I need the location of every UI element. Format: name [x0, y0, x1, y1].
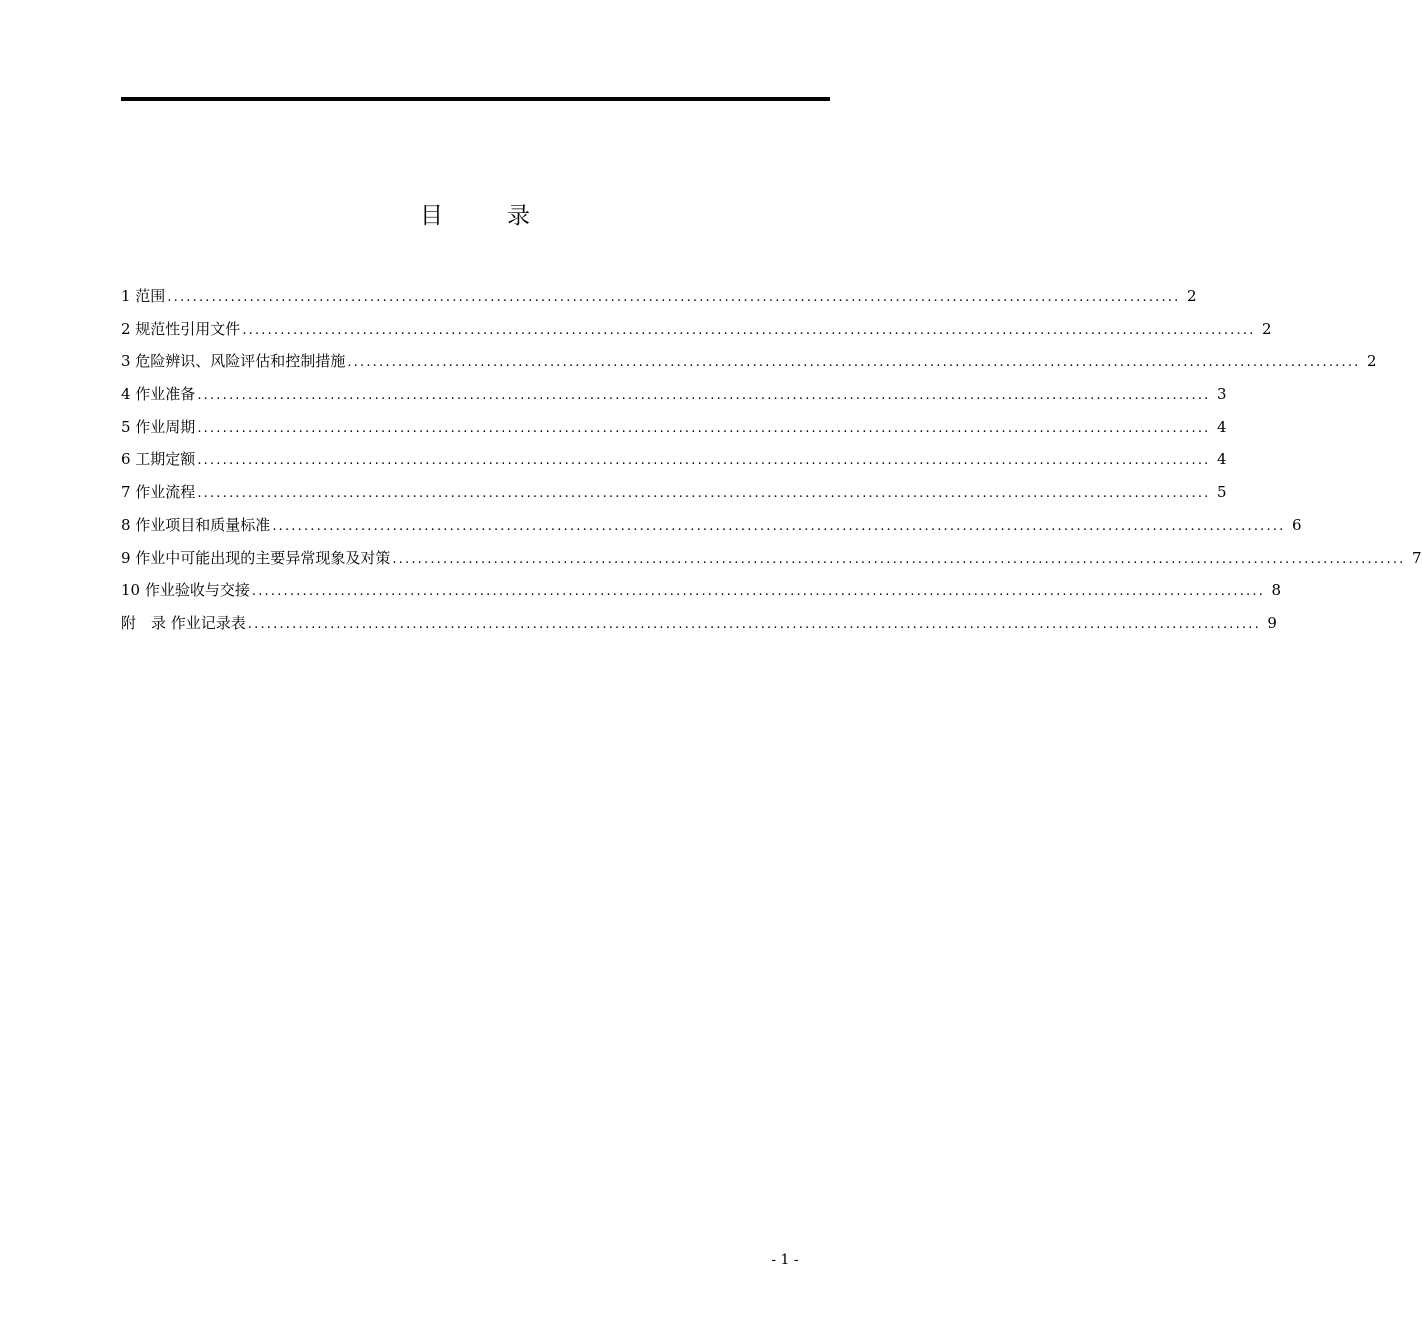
toc-entry-label: 5 作业周期 [121, 417, 196, 436]
toc-leader-dots: ................................................................................................................................................................ [197, 453, 1211, 469]
toc-entry[interactable] [121, 381, 1227, 414]
toc-entry-page: 2 [1261, 319, 1272, 338]
toc-entry-label: 3 危险辨识、风险评估和控制措施 [121, 352, 346, 371]
toc-entry-page: 4 [1216, 417, 1227, 436]
toc-entry-page: 5 [1216, 483, 1227, 502]
toc-leader-dots: ................................................................................................................................................................ [167, 290, 1181, 305]
toc-entry[interactable] [121, 577, 1282, 610]
toc-entry-label: 10 作业验收与交接 [121, 581, 250, 600]
toc-leader-dots: ................................................................................................................................................................ [197, 388, 1211, 404]
toc-leader-dots: ................................................................................................................................................................ [242, 322, 1256, 338]
toc-entry-label: 1 范围 [121, 287, 166, 305]
toc-leader-dots: ................................................................................................................................................................ [197, 486, 1211, 502]
table-of-contents [121, 283, 1422, 643]
toc-entry-label: 6 工期定额 [121, 450, 196, 469]
toc-entry-label: 2 规范性引用文件 [121, 319, 241, 338]
toc-entry-page: 7 [1411, 548, 1422, 567]
toc-entry[interactable] [121, 479, 1227, 512]
toc-entry-page: 2 [1366, 352, 1377, 371]
toc-entry-page: 3 [1216, 385, 1227, 404]
toc-entry-page: 4 [1216, 450, 1227, 469]
toc-entry-page: 8 [1271, 581, 1282, 600]
toc-entry-page: 9 [1267, 613, 1277, 632]
toc-leader-dots: ................................................................................................................................................................ [392, 551, 1406, 567]
toc-entry[interactable] [121, 512, 1302, 545]
toc-entry[interactable] [121, 348, 1377, 381]
toc-entry[interactable] [121, 414, 1227, 447]
toc-entry-label: 9 作业中可能出现的主要异常现象及对策 [121, 548, 391, 567]
toc-leader-dots: ................................................................................................................................................................ [347, 355, 1361, 371]
toc-entry-label: 4 作业准备 [121, 385, 196, 404]
toc-entry[interactable] [121, 446, 1227, 479]
toc-leader-dots: ................................................................................................................................................................ [272, 518, 1286, 534]
toc-entry-page: 2 [1186, 287, 1197, 305]
toc-entry-label: 8 作业项目和质量标准 [121, 515, 271, 534]
page-title: 目录 [420, 203, 594, 229]
page-number: - 1 - [771, 1252, 799, 1268]
toc-entry[interactable] [121, 610, 1277, 643]
toc-entry[interactable] [121, 545, 1422, 578]
toc-leader-dots: ................................................................................................................................................................ [197, 420, 1211, 436]
toc-leader-dots: ................................................................................................................................................................ [251, 584, 1266, 600]
toc-entry-page: 6 [1291, 515, 1302, 534]
toc-entry[interactable] [121, 283, 1197, 316]
toc-entry-label: 附 录 作业记录表 [121, 613, 246, 632]
toc-entry-label: 7 作业流程 [121, 483, 196, 502]
toc-leader-dots: ................................................................................................................................................................ [247, 616, 1261, 632]
toc-entry[interactable] [121, 316, 1272, 349]
header-rule [121, 97, 830, 101]
